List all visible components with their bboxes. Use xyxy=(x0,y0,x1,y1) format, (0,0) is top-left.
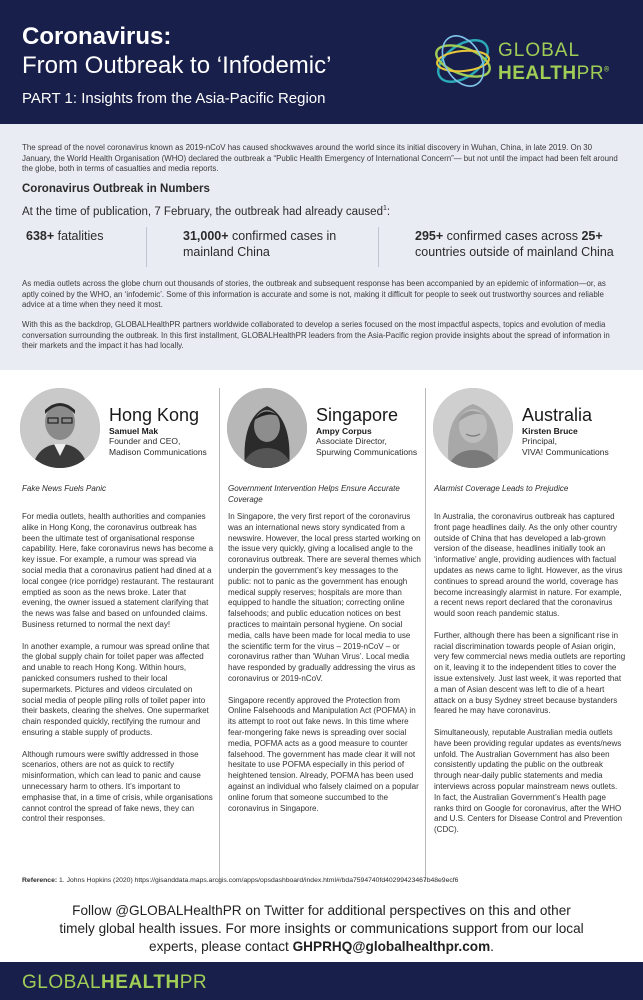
person-role: Principal, VIVA! Communications xyxy=(522,436,609,457)
body-paragraph: For media outlets, health authorities and companies alike in Hong Kong, the coronavirus outbreak has been the ultimate test of organisational response capability. Here, fake coronavirus news has become a key issue. For example, a rumour was spread via social media that a coronavirus patient had dined at a local congee (rice porridge) restaurant. The restaurant emptied as soon as the news broke. Later that evening, the owner issued a statement clarifying that the news was false and based on unfounded claims. Business returned to normal the next day! xyxy=(22,512,214,629)
region-australia: Australia xyxy=(522,405,593,425)
person-role: Founder and CEO, Madison Communications xyxy=(109,436,207,457)
avatar-kirsten-bruce xyxy=(433,388,513,468)
reference-note: Reference: 1. Johns Hopkins (2020) https://gisanddata.maps.arcgis.com/apps/opsdashboard/index.html#/bda7594740fd40299423467b48e9ecf6 xyxy=(22,877,459,884)
header-banner xyxy=(0,0,643,124)
avatar-ampy-corpus xyxy=(227,388,307,468)
footer-logo: GLOBALHEALTHPR xyxy=(22,972,208,993)
body-paragraph: In another example, a rumour was spread online that the global supply chain for toilet paper was affected and unable to reach Hong Kong. Within hours, panicked consumers rushed to their local supermarkets. Pictures and videos circulated on social media of people piling rolls of toilet paper into their baskets, clearing the shelves. One supermarket chain responded quickly, rectifying the rumour and ensuring a stable supply of products. xyxy=(22,641,210,737)
stat-international-cases: 295+ confirmed cases across 25+ countries outside of mainland China xyxy=(415,229,614,259)
logo-text-global: GLOBAL xyxy=(498,40,581,61)
body-paragraph: Simultaneously, reputable Australian media outlets have been providing regular updates as events/news unfold. The Australian Government has also been consistently updating the public on the outbreak through near-daily public statements and media interviews across popular mainstream news outlets. In fact, the Australian Government’s Health page ranks third on Google for coronavirus, after the WHO and U.S. Centers for Disease Control and Prevention (CDC). xyxy=(434,727,623,835)
column-body-singapore xyxy=(228,512,422,825)
person-name: Samuel Mak xyxy=(109,426,159,436)
body-paragraph: In Singapore, the very first report of the coronavirus was an international news story syndicated from a newswire. However, the local press started working on the issue very quickly, giving a localised angle to the coronavirus outbreak. There are several themes which underpin the government’s key messages to the public: not to panic as the government has enough medical supply reserves; hospitals are more than equipped to handle the situation; correcting online falsehoods; and public education notices on best practices to maintain personal hygiene. On social media, calls have been made for local media to use the scientific term for the virus – 2019-nCoV – or coronavirus rather than ‘Wuhan Virus’. Local media have responded by gradually addressing the virus as coronavirus or 2019-nCoV. xyxy=(228,512,421,683)
intro-paragraph-3: With this as the backdrop, GLOBALHealthPR partners worldwide collaborated to develop a series focused on the most impactful aspects, topics and evolution of media conversation surrounding the outbreak. In this first installment, GLOBALHealthPR leaders from the Asia-Pacific region provide insights about the spread of information in their markets and the impact it has had locally. xyxy=(22,320,610,351)
reference-link[interactable]: 1. Johns Hopkins (2020) https://gisanddata.maps.arcgis.com/apps/opsdashboard/index.html#/bda7594740fd40299423467b48e9ecf6 xyxy=(59,877,459,884)
stat-fatalities: 638+ fatalities xyxy=(26,229,104,243)
contact-email-link[interactable]: GHPRHQ@globalhealthpr.com xyxy=(292,939,491,954)
follow-callout: Follow @GLOBALHealthPR on Twitter for additional perspectives on this and other timely global health issues. For more insights or communications support from our local experts, please contact GHPRHQ@globalhealthpr.com. xyxy=(59,903,584,954)
column-kicker: Government Intervention Helps Ensure Accurate Coverage xyxy=(228,484,400,504)
column-kicker: Alarmist Coverage Leads to Prejudice xyxy=(434,484,569,493)
column-divider xyxy=(219,388,220,882)
person-name: Ampy Corpus xyxy=(316,426,372,436)
body-paragraph: Singapore recently approved the Protection from Online Falsehoods and Manipulation Act (POFMA) in its attempt to root out fake news. In this time where fear-mongering fake news is spreading over social media, POFMA acts as a good measure to counter falsehood. The government has made clear it will not hesitate to use POFMA especially in this period of heightened tension. Already, POFMA has been used against an individual who falsely claimed on a popular online forum that someone succumbed to the coronavirus in Singapore. xyxy=(228,695,419,813)
logo-text-healthpr: HEALTHPR® xyxy=(498,63,610,84)
avatar-samuel-mak xyxy=(20,388,100,468)
title-line-2: From Outbreak to ‘Infodemic’ xyxy=(22,52,332,79)
publication-line: At the time of publication, 7 February, the outbreak had already caused$^1$: xyxy=(22,205,391,218)
body-paragraph: In Australia, the coronavirus outbreak has captured front page headlines daily. As the only other country outside of China that has developed a lab-grown version of the disease, headlines initially took an ‘informative’ angle, providing audiences with factual updates as news came to light. However, as the virus continues to spread around the world, coverage has become increasingly alarmist in nature. For example, a recent news report declared that the coronavirus would soon reach pandemic status. xyxy=(434,512,623,619)
intro-section xyxy=(0,124,643,370)
body-paragraph: Further, although there has been a significant rise in racial discrimination towards people of Asian origin, very few commercial news media outlets are reporting on it, leaving it to the independent titles to cover the issue extensively. Just last week, it was reported that a man of Asian descent was left to die of a heart attack on a busy Sydney street because bystanders feared he may have coronavirus. xyxy=(434,630,626,716)
stat-divider xyxy=(378,227,379,267)
globe-rings-icon xyxy=(432,30,494,92)
person-name: Kirsten Bruce xyxy=(522,426,578,436)
stat-mainland-cases: 31,000+ confirmed cases in mainland China xyxy=(183,229,337,259)
globalhealthpr-logo xyxy=(432,30,622,92)
subtitle: PART 1: Insights from the Asia-Pacific Region xyxy=(22,90,326,107)
column-body-hong-kong xyxy=(22,512,214,836)
person-role: Associate Director, Spurwing Communications xyxy=(316,436,418,457)
footer-bar xyxy=(0,962,643,1000)
numbers-heading: Coronavirus Outbreak in Numbers xyxy=(22,183,210,195)
region-singapore: Singapore xyxy=(316,405,399,425)
title-line-1: Coronavirus: xyxy=(22,23,172,50)
body-paragraph: Although rumours were swiftly addressed in those scenarios, others are not as quick to rectify misinformation, which can lead to panic and cause unnecessary harm to others. It’s important to emphasise that, in a time of crisis, while organisations cannot control the spread of fake news, they can control their responses. xyxy=(22,749,213,824)
intro-paragraph-2: As media outlets across the globe churn out thousands of stories, the outbreak and subsequent response has been accompanied by an epidemic of information—or, as aptly coined by the WHO, an ‘infodemic’. Some of this information is accurate and some is not, making it difficult for people to seek out trustworthy sources and reliable advice at a time when they need it most. xyxy=(22,279,606,310)
column-body-australia xyxy=(434,512,626,847)
region-hong-kong: Hong Kong xyxy=(109,405,200,425)
column-kicker: Fake News Fuels Panic xyxy=(22,484,107,493)
column-divider xyxy=(425,388,426,882)
intro-paragraph-1: The spread of the novel coronavirus known as 2019-nCoV has caused shockwaves around the world since its initial discovery in Wuhan, China, in late 2019. On 30 January, the World Health Organisation (WHO) declared the outbreak a “Public Health Emergency of International Concern”— but not until the impact had been felt around the globe, both in terms of casualties and media reports. xyxy=(22,143,618,174)
stat-divider xyxy=(146,227,147,267)
